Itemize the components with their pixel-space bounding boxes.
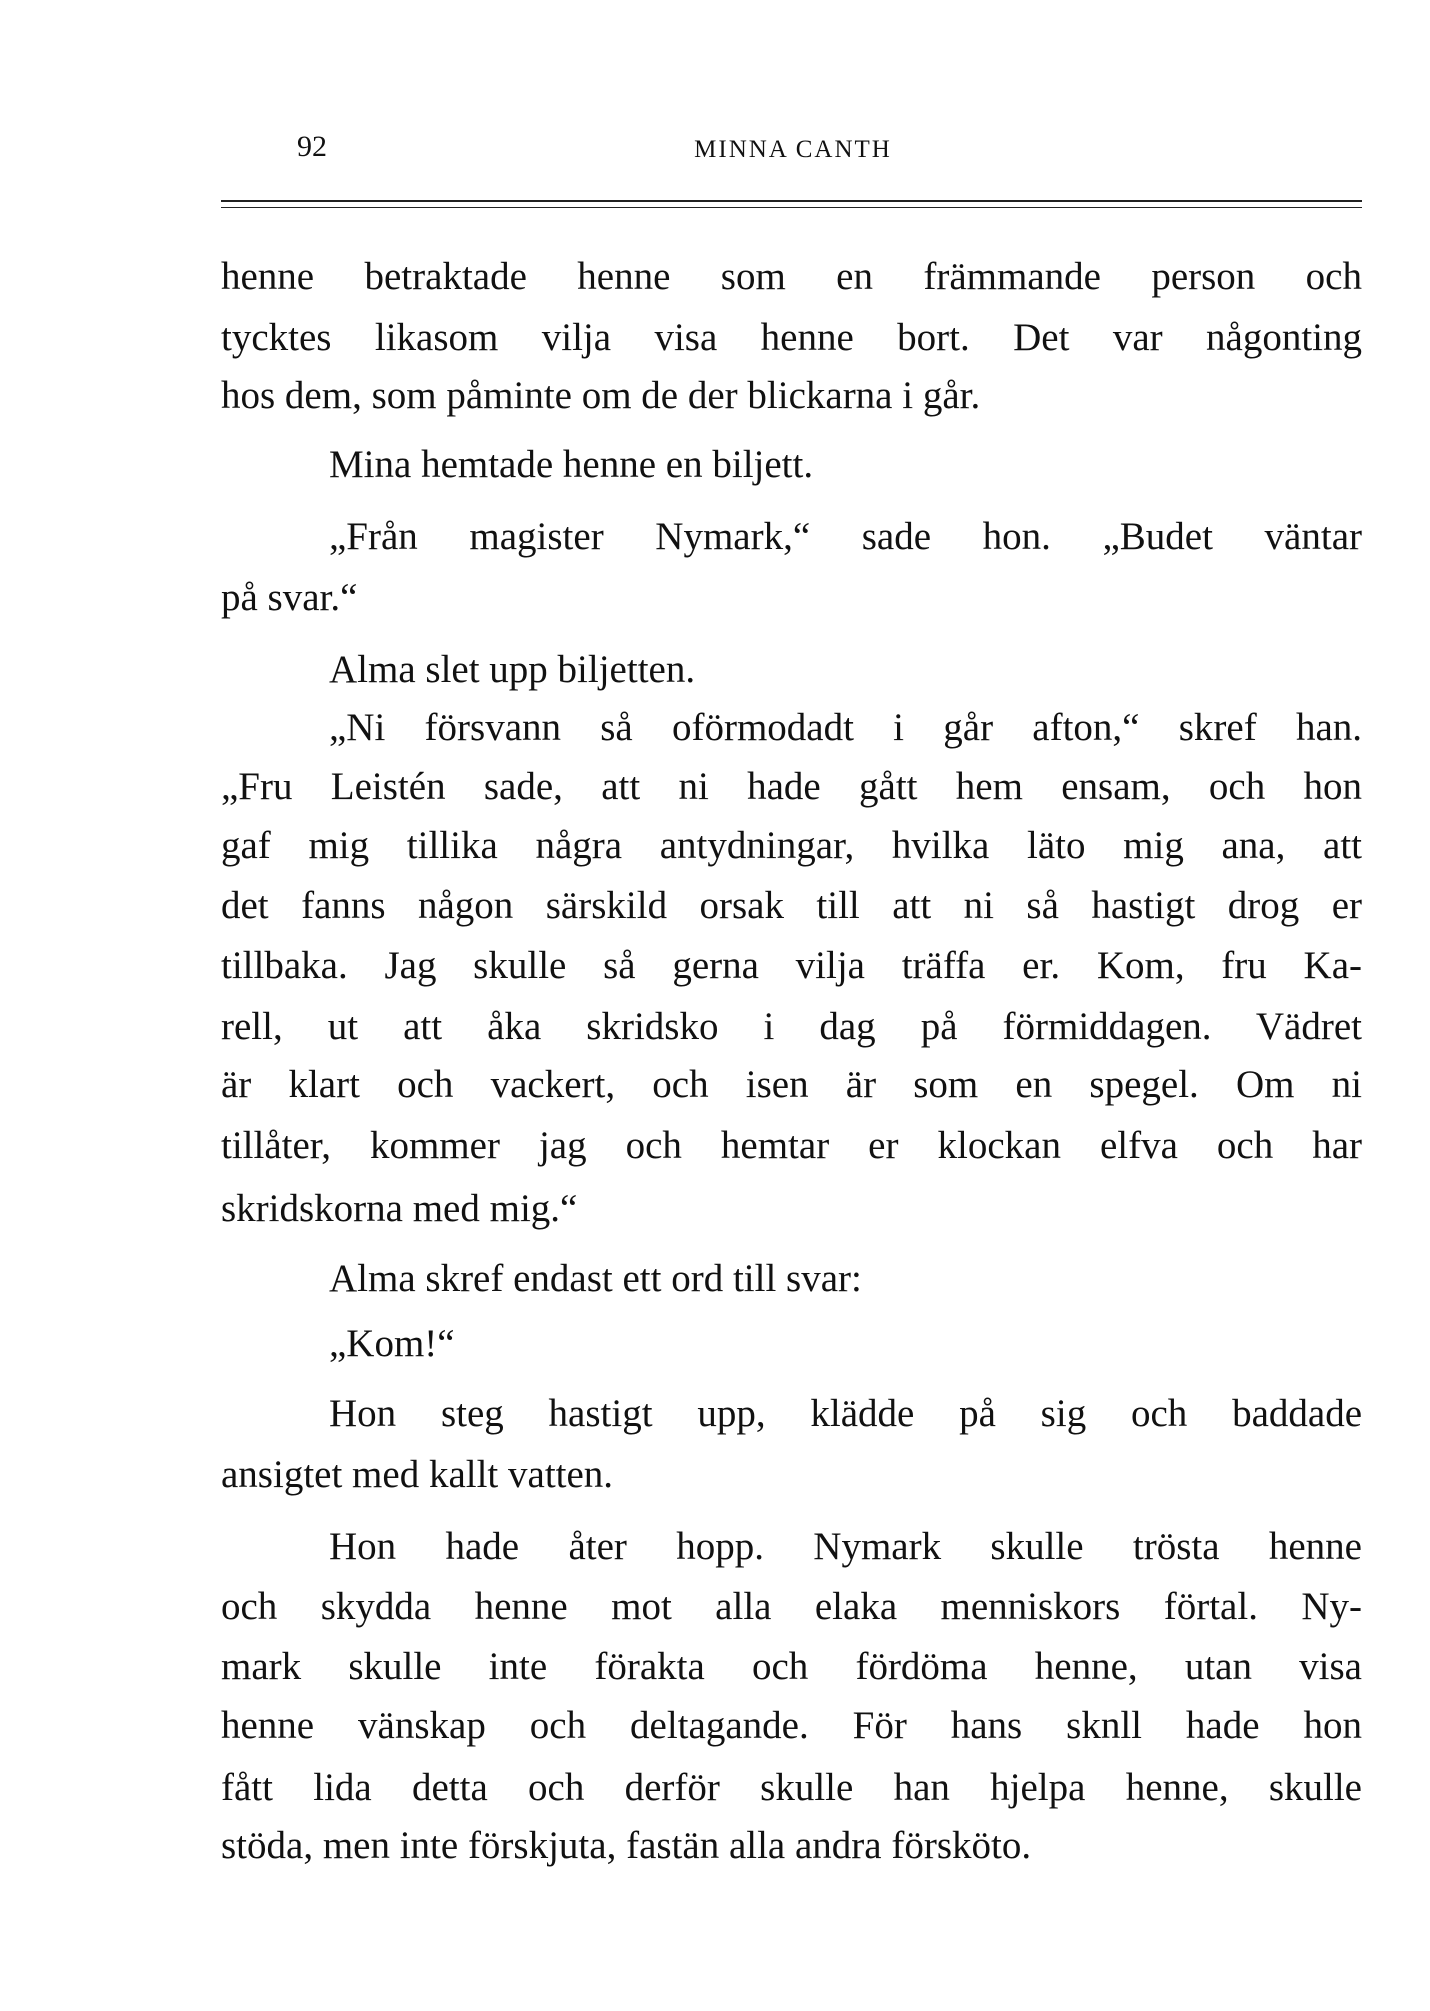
running-title: MINNA CANTH <box>694 136 892 163</box>
text-line: och skydda henne mot alla elaka menniskors förtal. Ny- <box>221 1585 1362 1628</box>
text-line: Mina hemtade henne en biljett. <box>329 443 814 486</box>
text-line: henne vänskap och deltagande. För hans sknll hade hon <box>221 1704 1362 1747</box>
text-line: Alma slet upp biljetten. <box>329 648 696 691</box>
text-line: gaf mig tillika några antydningar, hvilka läto mig ana, att <box>221 824 1362 867</box>
text-line: fått lida detta och derför skulle han hjelpa henne, skulle <box>221 1766 1362 1809</box>
text-line: Alma skref endast ett ord till svar: <box>329 1257 862 1300</box>
text-line: Hon hade åter hopp. Nymark skulle trösta henne <box>329 1525 1362 1568</box>
text-line: ansigtet med kallt vatten. <box>221 1453 614 1496</box>
text-line: är klart och vackert, och isen är som en spegel. Om ni <box>221 1063 1362 1106</box>
text-line: rell, ut att åka skridsko i dag på förmiddagen. Vädret <box>221 1005 1362 1048</box>
header-rule-top <box>221 200 1362 202</box>
text-line: henne betraktade henne som en främmande person och <box>221 255 1362 298</box>
header-rule-bottom <box>221 207 1362 208</box>
text-line: på svar.“ <box>221 576 358 619</box>
text-line: mark skulle inte förakta och fördöma henne, utan visa <box>221 1645 1362 1688</box>
text-line: tycktes likasom vilja visa henne bort. Det var någonting <box>221 316 1362 359</box>
text-line: hos dem, som påminte om de der blickarna i går. <box>221 374 981 417</box>
text-line: „Fru Leistén sade, att ni hade gått hem ensam, och hon <box>221 765 1362 808</box>
text-line: det fanns någon särskild orsak till att ni så hastigt drog er <box>221 884 1362 927</box>
text-line: „Ni försvann så oförmodadt i går afton,“ skref han. <box>329 706 1362 749</box>
text-line: tillåter, kommer jag och hemtar er klockan elfva och har <box>221 1124 1362 1167</box>
text-line: „Kom!“ <box>329 1322 455 1365</box>
text-line: Hon steg hastigt upp, klädde på sig och baddade <box>329 1392 1362 1435</box>
text-line: stöda, men inte förskjuta, fastän alla andra försköto. <box>221 1824 1032 1867</box>
text-line: skridskorna med mig.“ <box>221 1187 578 1230</box>
text-line: „Från magister Nymark,“ sade hon. „Budet väntar <box>329 515 1362 558</box>
text-line: tillbaka. Jag skulle så gerna vilja träffa er. Kom, fru Ka- <box>221 944 1362 987</box>
page-number: 92 <box>297 130 327 163</box>
